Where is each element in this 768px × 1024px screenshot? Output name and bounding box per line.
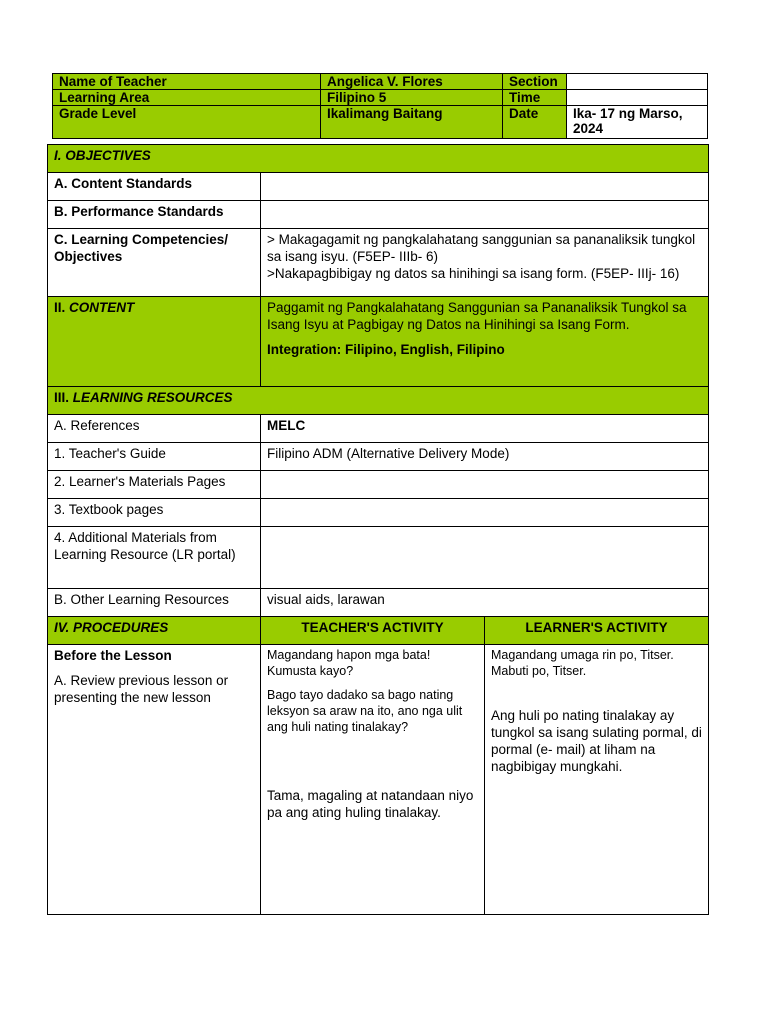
content-title: CONTENT bbox=[69, 300, 135, 315]
grade-value: Ikalimang Baitang bbox=[321, 106, 503, 139]
area-value: Filipino 5 bbox=[321, 90, 503, 106]
resource-label: 2. Learner's Materials Pages bbox=[48, 471, 261, 499]
resource-value bbox=[261, 527, 709, 589]
resource-value: visual aids, larawan bbox=[261, 589, 709, 617]
date-label: Date bbox=[503, 106, 567, 139]
teacher-activity-cell bbox=[261, 645, 485, 915]
competencies-value bbox=[261, 229, 709, 297]
resource-value bbox=[261, 471, 709, 499]
before-lesson-label: Before the Lesson bbox=[54, 648, 172, 663]
grade-label: Grade Level bbox=[53, 106, 321, 139]
time-label: Time bbox=[503, 90, 567, 106]
content-text: Paggamit ng Pangkalahatang Sanggunian sa Pananaliksik Tungkol sa Isang Isyu at Pagbigay ng Datos na Hinihingi sa Isang Form. bbox=[267, 300, 687, 332]
resource-value bbox=[261, 499, 709, 527]
learner-activity-heading: LEARNER'S ACTIVITY bbox=[485, 617, 709, 645]
resources-num: III. bbox=[54, 390, 70, 405]
teacher-activity-heading: TEACHER'S ACTIVITY bbox=[261, 617, 485, 645]
resource-label: 3. Textbook pages bbox=[48, 499, 261, 527]
resource-label: 4. Additional Materials from Learning Resource (LR portal) bbox=[48, 527, 261, 589]
resource-label: A. References bbox=[48, 415, 261, 443]
learner-line-2: Ang huli po nating tinalakay ay tungkol sa isang sulating pormal, di pormal (e- mail) at liham na nagbibigay mungkahi. bbox=[491, 708, 702, 774]
resource-value: Filipino ADM (Alternative Delivery Mode) bbox=[261, 443, 709, 471]
competency-1: > Makagagamit ng pangkalahatang sanggunian sa pananaliksik tungkol sa isang isyu. (F5EP- IIIb- 6) bbox=[267, 232, 696, 264]
teacher-line-3: Tama, magaling at natandaan niyo pa ang ating huling tinalakay. bbox=[267, 788, 474, 820]
performance-standards-label: B. Performance Standards bbox=[48, 201, 261, 229]
teacher-line-2: Bago tayo dadako sa bago nating leksyon sa araw na ito, ano nga ulit ang huli nating tinalakay? bbox=[267, 688, 463, 734]
objectives-heading: I. OBJECTIVES bbox=[48, 145, 709, 173]
content-value bbox=[261, 297, 709, 387]
learner-line-1: Magandang umaga rin po, Titser. Mabuti po, Titser. bbox=[491, 648, 674, 678]
procedures-heading: IV. PROCEDURES bbox=[48, 617, 261, 645]
competencies-label: C. Learning Competencies/ Objectives bbox=[48, 229, 261, 297]
section-value bbox=[567, 74, 708, 90]
competency-2: >Nakapagbibigay ng datos sa hinihingi sa isang form. (F5EP- IIIj- 16) bbox=[267, 266, 680, 281]
lesson-plan-table bbox=[47, 144, 709, 915]
teacher-line-1: Magandang hapon mga bata! Kumusta kayo? bbox=[267, 648, 431, 678]
step-a-label: A. Review previous lesson or presenting the new lesson bbox=[54, 673, 229, 705]
learner-activity-cell bbox=[485, 645, 709, 915]
date-value: Ika- 17 ng Marso, 2024 bbox=[567, 106, 708, 139]
header-table bbox=[52, 73, 708, 139]
integration-text: Integration: Filipino, English, Filipino bbox=[267, 342, 505, 357]
section-label: Section bbox=[503, 74, 567, 90]
teacher-label: Name of Teacher bbox=[53, 74, 321, 90]
resources-heading bbox=[48, 387, 709, 415]
time-value bbox=[567, 90, 708, 106]
resources-title: LEARNING RESOURCES bbox=[72, 390, 233, 405]
performance-standards-value bbox=[261, 201, 709, 229]
area-label: Learning Area bbox=[53, 90, 321, 106]
procedure-step bbox=[48, 645, 261, 915]
teacher-value: Angelica V. Flores bbox=[321, 74, 503, 90]
content-standards-value bbox=[261, 173, 709, 201]
content-standards-label: A. Content Standards bbox=[48, 173, 261, 201]
content-heading bbox=[48, 297, 261, 387]
resource-label: 1. Teacher's Guide bbox=[48, 443, 261, 471]
resource-value: MELC bbox=[261, 415, 709, 443]
resource-label: B. Other Learning Resources bbox=[48, 589, 261, 617]
content-num: II. bbox=[54, 300, 66, 315]
